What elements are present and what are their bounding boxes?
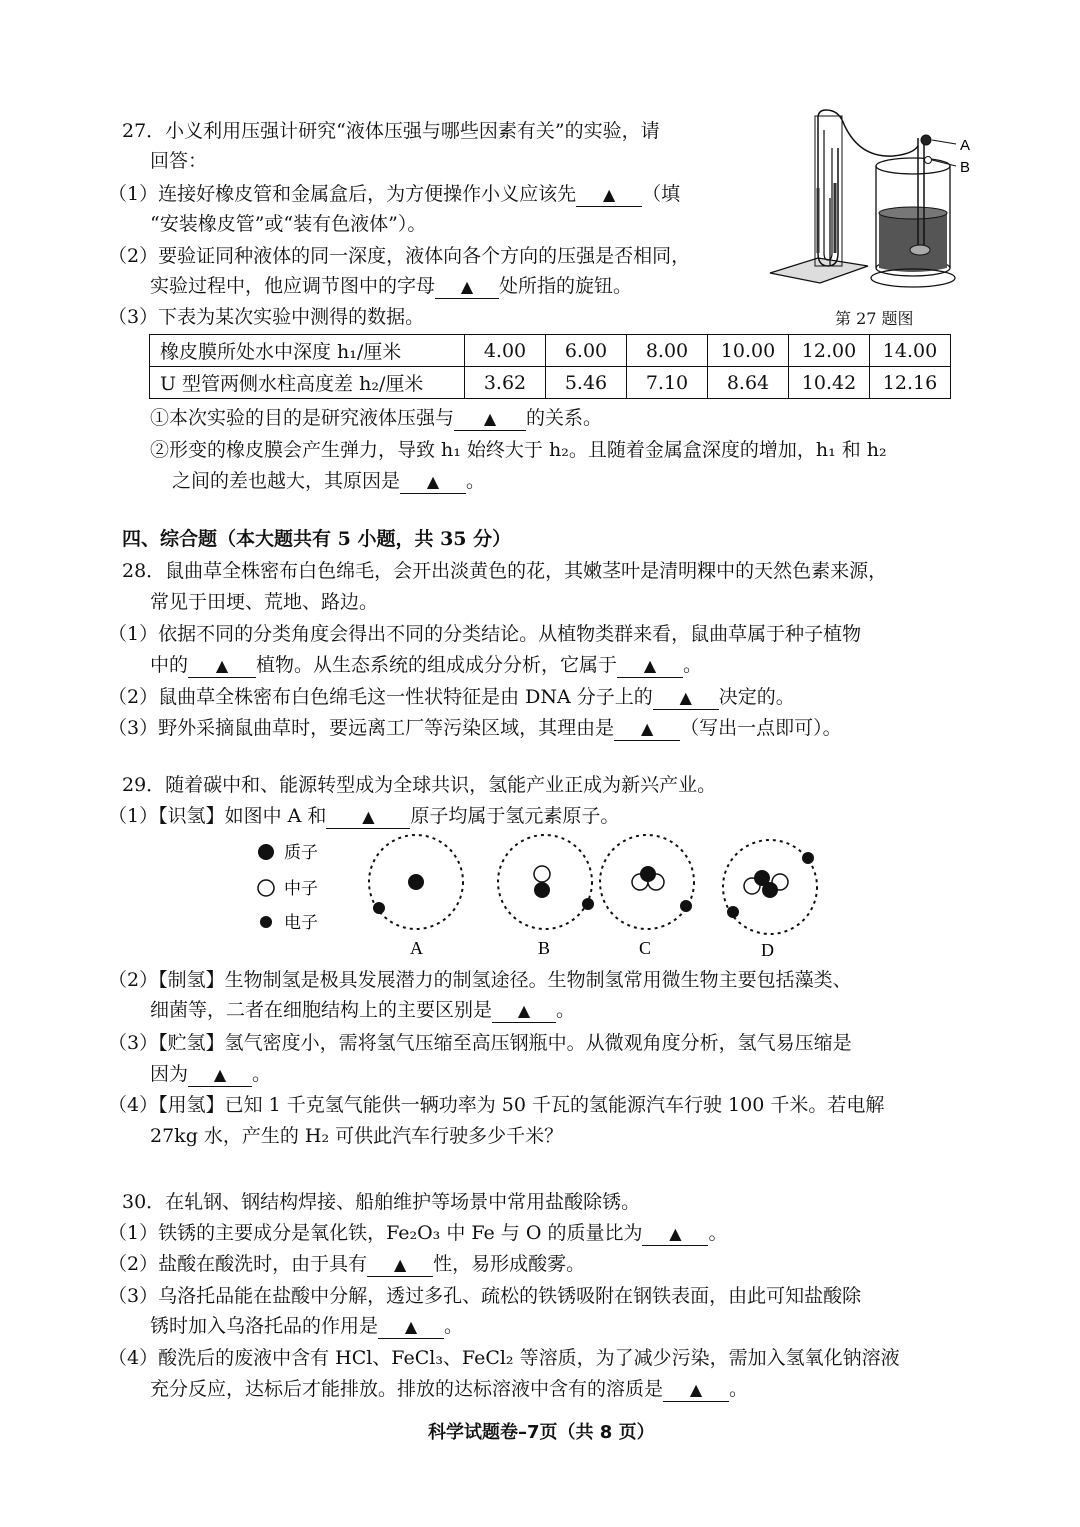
q27-part1-line2: “安装橡皮管”或“装有色液体”）。 [150,213,427,235]
figure-27-caption: 第 27 题图 [835,309,914,328]
table-row-header: U 型管两侧水柱高度差 h₂/厘米 [150,367,465,399]
atom-c [600,835,694,958]
blank-triangle-icon: ▲ [602,185,616,204]
electron-legend-icon [260,916,272,928]
blank-triangle-icon: ▲ [483,409,497,428]
hydrogen-atoms-figure [250,832,830,962]
table-cell: 12.16 [870,367,951,399]
q27-sub2-text-b: 。 [466,470,486,492]
q28-part1-text-c: 。 [683,654,703,676]
table-cell: 10.42 [789,367,870,399]
table-cell: 14.00 [870,335,951,367]
q27-part1 [108,181,680,207]
blank-triangle-icon: ▲ [393,1255,407,1274]
q30-part2-text-b: 性，易形成酸雾。 [433,1253,586,1275]
q28-part1-text-b: 植物。从生态系统的组成成分分析，它属于 [256,654,618,676]
answer-blank[interactable] [617,654,683,678]
blank-triangle-icon: ▲ [362,807,375,826]
answer-blank[interactable] [400,470,466,494]
table-cell: 6.00 [546,335,627,367]
q30-stem: 30．在轧钢、钢结构焊接、船舶维护等场景中常用盐酸除锈。 [122,1191,641,1213]
q27-sub2-text: 之间的差也越大，其原因是 [172,470,401,492]
q27-part1-text: （1）连接好橡皮管和金属盒后，为方便操作小义应该先 [108,183,577,205]
q27-part2-line2 [150,273,632,299]
answer-blank[interactable] [576,183,642,207]
q28-part2-text-b: 决定的。 [718,686,795,708]
q29-part2-line2 [150,997,575,1023]
neutron-legend-icon [258,880,274,896]
q27-part1-text-b: （填 [642,183,681,205]
q30-part3-text: 锈时加入乌洛托品的作用是 [150,1315,379,1337]
q28-part3-text: （3）野外采摘鼠曲草时，要远离工厂等污染区域，其理由是 [108,717,615,739]
blank-triangle-icon: ▲ [669,1224,682,1243]
table-row [150,335,951,367]
table-cell: 7.10 [627,367,708,399]
table-cell: 8.64 [708,367,789,399]
legend-proton: 质子 [284,843,318,863]
answer-blank[interactable] [653,686,719,710]
answer-blank[interactable] [435,275,499,299]
q28-part3 [108,715,842,741]
q27-sub1 [150,405,602,431]
blank-triangle-icon: ▲ [679,688,692,707]
answer-blank[interactable] [642,1222,708,1246]
q30-part4-line2 [150,1376,748,1402]
q27-sub1-text: ①本次实验的目的是研究液体压强与 [150,407,455,429]
q29-part3-line2 [150,1061,271,1087]
answer-blank[interactable] [454,407,526,431]
atom-label: B [538,938,551,958]
section-four-heading: 四、综合题（本大题共有 5 小题，共 35 分） [122,528,512,550]
q30-part4-text: 充分反应，达标后才能排放。排放的达标溶液中含有的溶质是 [150,1378,664,1400]
page-footer: 科学试题卷–7页（共 8 页） [428,1422,655,1443]
answer-blank[interactable] [663,1378,729,1402]
answer-blank[interactable] [326,805,410,829]
q29-part1 [108,803,619,829]
table-cell: 12.00 [789,335,870,367]
table-cell: 5.46 [546,367,627,399]
blank-triangle-icon: ▲ [426,472,440,491]
table-cell: 10.00 [708,335,789,367]
q27-part2-line1: （2）要验证同种液体的同一深度，液体向各个方向的压强是否相同， [108,245,691,267]
q30-part1 [108,1220,727,1246]
blank-triangle-icon: ▲ [689,1380,703,1399]
atom-d [723,840,817,960]
blank-triangle-icon: ▲ [215,656,229,675]
q30-part3-text-b: 。 [444,1315,464,1337]
q28-stem-line2: 常见于田埂、荒地、路边。 [150,591,379,613]
q28-part2-text: （2）鼠曲草全株密布白色绵毛这一性状特征是由 DNA 分子上的 [108,686,653,708]
q30-part1-text: （1）铁锈的主要成分是氧化铁，Fe₂O₃ 中 Fe 与 O 的质量比为 [108,1222,643,1244]
q30-part2 [108,1251,585,1277]
q29-part2-line1: （2）【制氢】生物制氢是极具发展潜力的制氢途径。生物制氢常用微生物主要包括藻类、 [108,969,852,991]
q29-part1-text: （1）【识氢】如图中 A 和 [108,805,327,827]
q28-part1-line1: （1）依据不同的分类角度会得出不同的分类结论。从植物类群来看，鼠曲草属于种子植物 [108,623,862,645]
q27-sub2-line2 [172,468,485,494]
q29-part2-text-b: 。 [556,999,576,1021]
atom-label: D [761,940,774,960]
q30-part3-line1: （3）乌洛托品能在盐酸中分解，透过多孔、疏松的铁锈吸附在钢铁表面，由此可知盐酸除 [108,1285,862,1307]
table-cell: 4.00 [465,335,546,367]
q28-part2 [108,684,795,710]
answer-blank[interactable] [492,999,556,1023]
answer-blank[interactable] [188,1063,252,1087]
q27-part3: （3）下表为某次实验中测得的数据。 [108,306,425,328]
table-row [150,367,951,399]
table-cell: 3.62 [465,367,546,399]
figure-label-a: A [960,137,971,154]
q29-part3-line1: （3）【贮氢】氢气密度小，需将氢气压缩至高压钢瓶中。从微观角度分析，氢气易压缩是 [108,1032,852,1054]
q30-part2-text: （2）盐酸在酸洗时，由于具有 [108,1253,368,1275]
legend-electron: 电子 [284,913,318,933]
q30-part4-line1: （4）酸洗后的废液中含有 HCl、FeCl₃、FeCl₂ 等溶质，为了减少污染，需加入氢氧化钠溶液 [108,1347,900,1369]
blank-triangle-icon: ▲ [213,1065,227,1084]
q30-part4-text-b: 。 [729,1378,749,1400]
atom-b [498,835,594,958]
table-row-header: 橡皮膜所处水中深度 h₁/厘米 [150,335,465,367]
blank-triangle-icon: ▲ [640,719,654,738]
q29-part4-line1: （4）【用氢】已知 1 千克氢气能供一辆功率为 50 千瓦的氢能源汽车行驶 100 千米。若电解 [108,1094,885,1116]
q29-part2-text: 细菌等，二者在细胞结构上的主要区别是 [150,999,493,1021]
atom-a [369,835,463,958]
q27-sub1-text-b: 的关系。 [526,407,603,429]
q29-part3-text-b: 。 [252,1063,272,1085]
q29-part4-line2: 27kg 水，产生的 H₂ 可供此汽车行驶多少千米？ [150,1125,564,1147]
q29-stem: 29．随着碳中和、能源转型成为全球共识，氢能产业正成为新兴产业。 [122,774,717,796]
answer-blank[interactable] [378,1315,444,1339]
q27-stem-line2: 回答： [150,150,208,172]
figure-label-b: B [960,159,971,176]
q28-part1-line2 [150,652,702,678]
proton-legend-icon [258,844,274,860]
q27-sub2-line1: ②形变的橡皮膜会产生弹力，导致 h₁ 始终大于 h₂。且随着金属盒深度的增加，h₁ 和 h₂ [150,439,887,461]
blank-triangle-icon: ▲ [404,1317,418,1336]
q27-part2-text: 实验过程中，他应调节图中的字母 [150,275,436,297]
q30-part3-line2 [150,1313,463,1339]
q27-data-table [149,334,951,399]
q29-part1-text-b: 原子均属于氢元素原子。 [410,805,620,827]
legend-neutron: 中子 [284,879,318,899]
answer-blank[interactable] [367,1253,433,1277]
blank-triangle-icon: ▲ [643,656,657,675]
q28-part1-text: 中的 [150,654,189,676]
q27-part2-text-b: 处所指的旋钮。 [499,275,633,297]
atom-label: A [410,938,423,958]
q27-stem-line1: 27．小义利用压强计研究“液体压强与哪些因素有关”的实验，请 [122,120,660,142]
table-cell: 8.00 [627,335,708,367]
q28-part3-text-b: （写出一点即可）。 [680,717,842,739]
q30-part1-text-b: 。 [708,1222,728,1244]
answer-blank[interactable] [614,717,680,741]
q29-part3-text: 因为 [150,1063,189,1085]
blank-triangle-icon: ▲ [460,277,474,296]
pressure-gauge-figure [768,108,980,303]
answer-blank[interactable] [188,654,256,678]
q28-stem-line1: 28．鼠曲草全株密布白色绵毛，会开出淡黄色的花，其嫩茎叶是清明粿中的天然色素来源， [122,560,888,582]
blank-triangle-icon: ▲ [517,1001,531,1020]
atom-label: C [639,938,652,958]
